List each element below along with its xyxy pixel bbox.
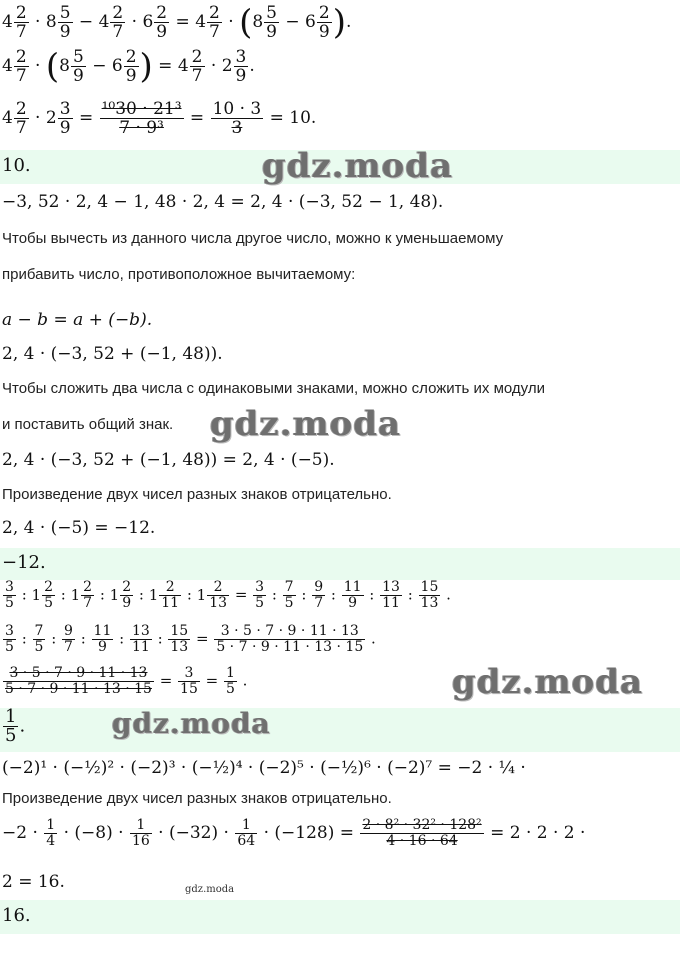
fraction: $\frac{7}{5}$	[34, 623, 44, 655]
operator: :	[267, 585, 282, 604]
watermark: gdz.moda	[112, 707, 271, 740]
fraction: $\frac{2}{7}$	[83, 579, 93, 611]
eq-t11-row2	[2, 624, 376, 655]
eq-line-1: 4 $\frac{2}{7}$ · 8 $\frac{5}{9}$ − 4 $\frac{2}{7}$ · 6 $\frac{2}{9}$ = 4 $\frac{2}{7}$ · (8 $\frac{5}{9}$ − 6 $\frac{2}{9}$ ).	[2, 2, 352, 43]
operator: · (−32) ·	[152, 823, 235, 843]
watermark: gdz.moda	[185, 884, 235, 895]
operator: .	[366, 629, 376, 648]
operator: =	[191, 629, 214, 648]
eq-t10-3: 2, 4 · (−3, 52 + (−1, 48)).	[2, 344, 223, 364]
operator: :	[46, 629, 62, 648]
operator: :	[296, 585, 312, 604]
eq-t10-5: 2, 4 · (−5) = −12.	[2, 518, 156, 538]
fraction: $\frac{\text{2 · 8² · 32² · 128²}}{4 \cdot 16 \cdot 64}$	[362, 817, 482, 849]
fraction: $\frac{13}{11}$	[131, 623, 150, 655]
eq-t12-cut: (−2)¹ · (−½)² · (−2)³ · (−½)⁴ · (−2)⁵ · (−½)⁶ · (−2)⁷ = −2 · ¼ ·	[2, 758, 526, 778]
mixed-number	[2, 623, 17, 655]
fraction: $\frac{1}{4}$	[46, 817, 56, 849]
mixed-number: 1 $\frac{2}{9}$	[109, 579, 132, 611]
mixed-number	[167, 623, 191, 655]
mixed-number	[61, 623, 76, 655]
operator: · (−8) ·	[58, 823, 129, 843]
eq-t12-tail: 2 = 16.	[2, 872, 65, 892]
eq-t10-4: 2, 4 · (−3, 52 + (−1, 48)) = 2, 4 · (−5).	[2, 450, 335, 470]
operator: =	[154, 671, 178, 690]
mixed-number	[234, 817, 258, 849]
operator: = 2 · 2 · 2 ·	[484, 823, 586, 843]
mixed-number	[341, 579, 365, 611]
eq-t10-1: −3, 52 · 2, 4 − 1, 48 · 2, 4 = 2, 4 · (−3, 52 − 1, 48).	[2, 192, 444, 212]
fraction: $\frac{15}{13}$	[420, 579, 439, 611]
fraction: $\frac{1}{16}$	[131, 817, 150, 849]
eq-line-2: 4 $\frac{2}{7}$ · (8 $\frac{5}{9}$ − 6 $\frac{2}{9}$ ) = 4 $\frac{2}{7}$ · 2 $\frac{3}{9}$ .	[2, 46, 255, 87]
operator: .	[441, 585, 451, 604]
mixed-number	[129, 817, 153, 849]
eq-t11-row3	[2, 666, 247, 697]
fraction: $\frac{2}{9}$	[122, 579, 132, 611]
operator: :	[364, 585, 380, 604]
text-t12: Произведение двух чисел разных знаков отрицательно.	[2, 790, 392, 807]
fraction: $\frac{13}{11}$	[382, 579, 400, 611]
operator: :	[152, 629, 168, 648]
mixed-number	[252, 579, 267, 611]
text-t10-1: Чтобы вычесть из данного числа другое число, можно к уменьшаемому	[2, 230, 504, 247]
operator: :	[402, 585, 418, 604]
eq-t12-row	[2, 818, 585, 849]
watermark: gdz.moda	[262, 146, 454, 186]
mixed-number: 1 $\frac{2}{7}$	[70, 579, 93, 611]
answer-one-fifth: $\frac{1}{5}$ .	[5, 706, 26, 746]
fraction: $\frac{1}{64}$	[237, 817, 256, 849]
operator: · (−128) =	[258, 823, 360, 843]
mixed-number	[129, 623, 153, 655]
mixed-number	[2, 579, 17, 611]
fraction: $\frac{2}{11}$	[161, 579, 180, 611]
fraction: $\frac{3}{5}$	[255, 579, 265, 611]
answer-band	[0, 548, 680, 580]
answer-band	[0, 900, 680, 934]
operator: :	[16, 585, 32, 604]
mixed-number	[311, 579, 326, 611]
watermark: gdz.moda	[210, 404, 402, 444]
mixed-number	[282, 579, 297, 611]
fraction: $\frac{3 \cdot 5 \cdot 7 \cdot 9 \cdot 11 \cdot 13}{5 \cdot 7 \cdot 9 \cdot 11 \cdot 13 \cdot 15}$	[5, 665, 152, 697]
answer-band	[0, 708, 680, 752]
operator: =	[200, 671, 223, 690]
mixed-number	[223, 665, 238, 697]
operator: .	[237, 671, 248, 690]
mixed-number	[379, 579, 403, 611]
fraction: $\frac{11}{9}$	[93, 623, 112, 655]
mixed-number	[177, 665, 201, 697]
eq-t11-row1	[2, 580, 451, 611]
answer-16: 16.	[2, 905, 31, 926]
watermark: gdz.moda	[452, 662, 644, 702]
text-t10-5: Произведение двух чисел разных знаков отрицательно.	[2, 486, 392, 503]
fraction: $\frac{15}{13}$	[170, 623, 189, 655]
fraction: $\frac{3}{15}$	[180, 665, 198, 697]
operator: =	[230, 585, 253, 604]
mixed-number	[91, 623, 115, 655]
text-t10-3: Чтобы сложить два числа с одинаковыми знаками, можно сложить их модули	[2, 380, 545, 397]
mixed-number: 1 $\frac{2}{11}$	[148, 579, 180, 611]
operator: :	[134, 585, 149, 604]
mixed-number: 1 $\frac{2}{5}$	[31, 579, 53, 611]
mixed-number	[418, 579, 442, 611]
mixed-number	[359, 817, 484, 849]
eq-line-3: 4 $\frac{2}{7}$ · 2 $\frac{3}{9}$ = $\frac{\text{¹⁰30 · 21³}}{\text{7 · 9³}}$ = $\frac{10 \cdot 3}{3}$ = 10.	[2, 99, 317, 138]
fraction: $\frac{11}{9}$	[343, 579, 362, 611]
text-t10-2: прибавить число, противоположное вычитаемому:	[2, 266, 356, 283]
fraction: $\frac{3}{5}$	[5, 579, 14, 611]
mixed-number	[32, 623, 47, 655]
mixed-number	[213, 623, 366, 655]
fraction: $\frac{9}{7}$	[64, 623, 73, 655]
operator: −2 ·	[2, 823, 44, 843]
answer-10: 10.	[2, 155, 31, 176]
mixed-number	[2, 665, 155, 697]
operator: :	[326, 585, 341, 604]
fraction: $\frac{9}{7}$	[314, 579, 324, 611]
fraction: $\frac{7}{5}$	[284, 579, 294, 611]
operator: :	[114, 629, 129, 648]
fraction: $\frac{2}{13}$	[209, 579, 228, 611]
fraction: $\frac{1}{5}$	[225, 665, 235, 697]
answer-minus-12: −12.	[2, 552, 46, 573]
fraction: $\frac{2}{5}$	[44, 579, 53, 611]
mixed-number: 1 $\frac{2}{13}$	[196, 579, 228, 611]
operator: :	[95, 585, 110, 604]
operator: :	[16, 629, 32, 648]
mixed-number	[43, 817, 58, 849]
fraction: $\frac{3}{5}$	[5, 623, 14, 655]
text-t10-4: и поставить общий знак.	[2, 416, 174, 433]
operator: :	[55, 585, 71, 604]
operator: :	[182, 585, 197, 604]
fraction: $\frac{2}{7}$	[15, 3, 27, 42]
operator: :	[75, 629, 91, 648]
fraction: $\frac{3 \cdot 5 \cdot 7 \cdot 9 \cdot 11 \cdot 13}{5 \cdot 7 \cdot 9 \cdot 11 \cdot 13 \cdot 15}$	[216, 623, 364, 655]
eq-t10-2: a − b = a + (−b).	[2, 310, 153, 330]
